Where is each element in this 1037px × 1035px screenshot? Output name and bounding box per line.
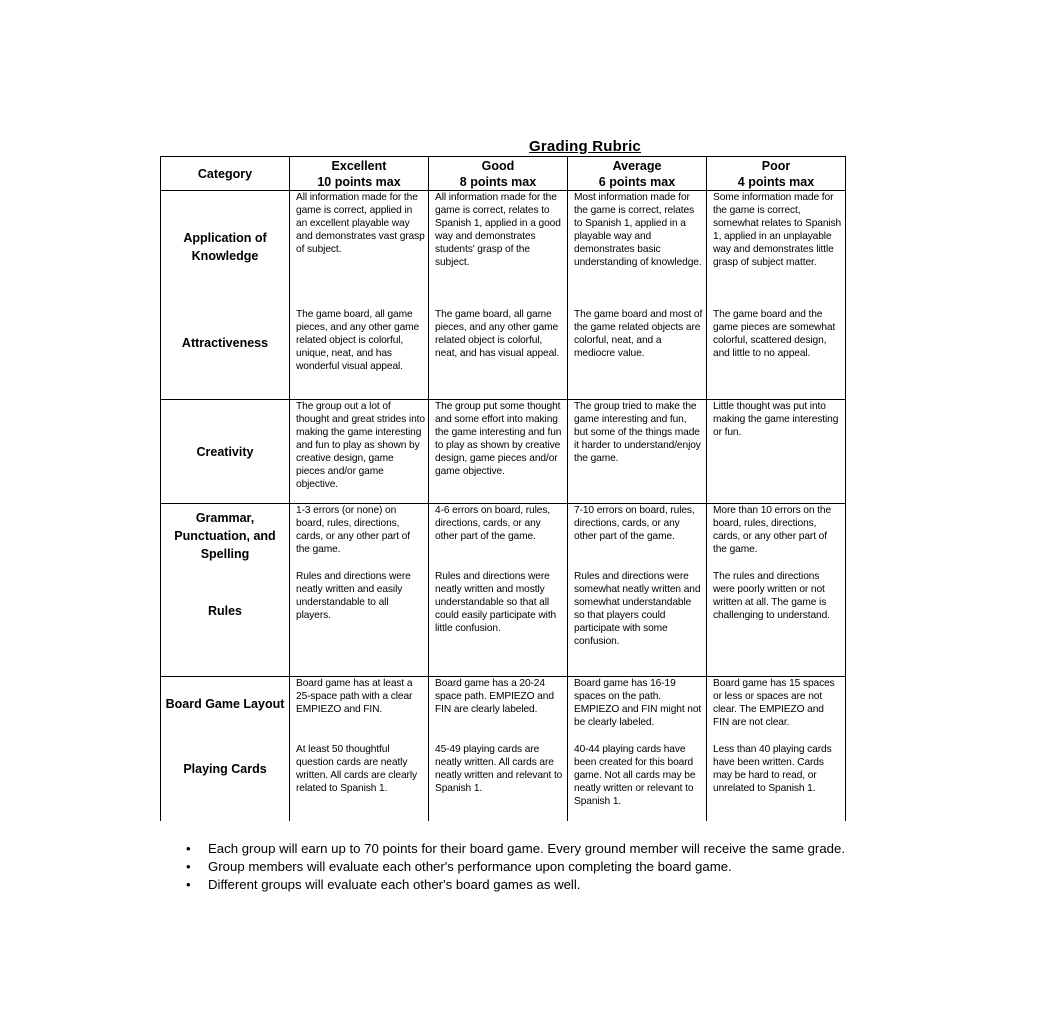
criteria-text: Board game has at least a 25-space path with a clear EMPIEZO and FIN.: [296, 678, 413, 715]
criteria-text: Board game has 15 spaces or less or spaces are not clear. The EMPIEZO and FIN are not clear.: [713, 678, 835, 728]
criteria-text: The group out a lot of thought and great strides into making the game interesting and fun to play as shown by creative design, game pieces and/or game objective.: [296, 401, 425, 490]
criteria-text: The group put some thought and some effort into making the game interesting and fun to play as shown by creative design, game pieces and/or game objective.: [435, 401, 562, 477]
criteria-text: Less than 40 playing cards have been written. Cards may be hard to read, or unrelated to Spanish 1.: [713, 744, 832, 794]
criteria-cell: [290, 400, 429, 504]
criteria-text: 7-10 errors on board, rules, directions, cards, or any other part of the game.: [574, 505, 695, 542]
level-header-excellent: [290, 157, 429, 191]
level-points: 4 points max: [737, 175, 815, 189]
criteria-text: The game board and most of the game related objects are colorful, neat, and a mediocre value.: [574, 309, 703, 359]
bullet-icon: •: [186, 859, 191, 874]
rubric-row-group: [161, 191, 846, 400]
level-name: Excellent: [331, 159, 387, 173]
criteria-cell: [568, 191, 707, 400]
category-application-of-knowledge: Application of Knowledge: [183, 231, 267, 263]
level-header-average: [568, 157, 707, 191]
category-creativity: Creativity: [196, 444, 254, 459]
category-cell: [161, 677, 290, 821]
level-points: 10 points max: [317, 175, 401, 189]
criteria-cell: [290, 504, 429, 677]
criteria-text: The game board and the game pieces are somewhat colorful, scattered design, and little to no appeal.: [713, 309, 836, 359]
criteria-cell: [429, 191, 568, 400]
criteria-cell: [290, 191, 429, 400]
criteria-text: Board game has 16-19 spaces on the path. EMPIEZO and FIN might not be clearly labeled.: [574, 678, 702, 728]
criteria-text: Rules and directions were neatly written and easily understandable to all players.: [296, 571, 411, 621]
rubric-row-group: [161, 400, 846, 504]
criteria-text: 4-6 errors on board, rules, directions, cards, or any other part of the game.: [435, 505, 551, 542]
criteria-cell: [429, 400, 568, 504]
list-item: [186, 840, 845, 858]
criteria-text: Rules and directions were neatly written and mostly understandable so that all could easily participate with little confusion.: [435, 571, 557, 634]
category-board-game-layout: Board Game Layout: [165, 697, 285, 711]
level-header-poor: [707, 157, 846, 191]
criteria-text: Little thought was put into making the game interesting or fun.: [713, 401, 839, 438]
category-cell: [161, 504, 290, 677]
note-text: Each group will earn up to 70 points for their board game. Every ground member will receive the same grade.: [208, 841, 845, 856]
criteria-cell: [707, 400, 846, 504]
criteria-cell: [707, 504, 846, 677]
level-header-good: [429, 157, 568, 191]
criteria-text: 40-44 playing cards have been created for this board game. Not all cards may be neatly written or relevant to Spanish 1.: [574, 744, 696, 807]
rubric-row-group: [161, 504, 846, 677]
criteria-text: 1-3 errors (or none) on board, rules, directions, cards, or any other part of the game.: [296, 505, 410, 555]
criteria-text: Most information made for the game is correct, relates to Spanish 1, applied in a playable way and demonstrates basic understanding of knowledge.: [574, 192, 702, 268]
category-grammar-punctuation-spelling: Grammar, Punctuation, and Spelling: [174, 511, 276, 561]
level-name: Poor: [761, 159, 791, 173]
notes-list: [186, 840, 845, 894]
criteria-text: All information made for the game is correct, applied in an excellent playable way and demonstrates vast grasp of subject.: [296, 192, 425, 255]
criteria-text: The rules and directions were poorly written or not written at all. The game is challenging to understand.: [713, 571, 830, 621]
criteria-text: More than 10 errors on the board, rules, directions, cards, or any other part of the game.: [713, 505, 832, 555]
criteria-text: The game board, all game pieces, and any other game related object is colorful, neat, and has visual appeal.: [435, 309, 560, 359]
criteria-cell: [707, 677, 846, 821]
note-text: Group members will evaluate each other's performance upon completing the board game.: [208, 859, 732, 874]
criteria-text: Board game has a 20-24 space path. EMPIEZO and FIN are clearly labeled.: [435, 678, 554, 715]
rubric-row-group: [161, 677, 846, 821]
level-name: Average: [612, 159, 662, 173]
criteria-cell: [568, 504, 707, 677]
bullet-icon: •: [186, 877, 191, 892]
category-header: [161, 157, 290, 191]
category-rules: Rules: [207, 604, 243, 618]
criteria-text: At least 50 thoughtful question cards are neatly written. All cards are clearly related to Spanish 1.: [296, 744, 417, 794]
criteria-text: The group tried to make the game interesting and fun, but some of the things made it harder to understand/enjoy the game.: [574, 401, 701, 464]
category-playing-cards: Playing Cards: [183, 762, 267, 776]
category-attractiveness: Attractiveness: [181, 336, 269, 350]
criteria-cell: [290, 677, 429, 821]
criteria-cell: [429, 677, 568, 821]
criteria-text: 45-49 playing cards are neatly written. All cards are neatly written and relevant to Spanish 1.: [435, 744, 563, 794]
level-name: Good: [481, 159, 515, 173]
category-cell: [161, 400, 290, 504]
page-title: Grading Rubric: [529, 138, 641, 155]
criteria-cell: [429, 504, 568, 677]
criteria-cell: [568, 677, 707, 821]
criteria-text: The game board, all game pieces, and any other game related object is colorful, unique, neat, and has wonderful visual appeal.: [296, 309, 420, 372]
grading-rubric-table: [160, 156, 846, 821]
level-points: 6 points max: [598, 175, 676, 189]
header-row: [161, 157, 846, 191]
category-cell: [161, 191, 290, 400]
note-text: Different groups will evaluate each other's board games as well.: [208, 877, 581, 892]
level-points: 8 points max: [459, 175, 537, 189]
criteria-cell: [707, 191, 846, 400]
criteria-text: Some information made for the game is correct, somewhat relates to Spanish 1, applied in an unplayable way and demonstrates little grasp of subject matter.: [713, 192, 842, 268]
bullet-icon: •: [186, 841, 191, 856]
list-item: [186, 858, 845, 876]
criteria-text: Rules and directions were somewhat neatly written and somewhat understandable so that players could participate with some confusion.: [574, 571, 701, 647]
criteria-text: All information made for the game is correct, relates to Spanish 1, applied in a good way and demonstrates students' grasp of the subject.: [435, 192, 561, 268]
list-item: [186, 876, 845, 894]
criteria-cell: [568, 400, 707, 504]
category-header-label: Category: [197, 167, 253, 181]
